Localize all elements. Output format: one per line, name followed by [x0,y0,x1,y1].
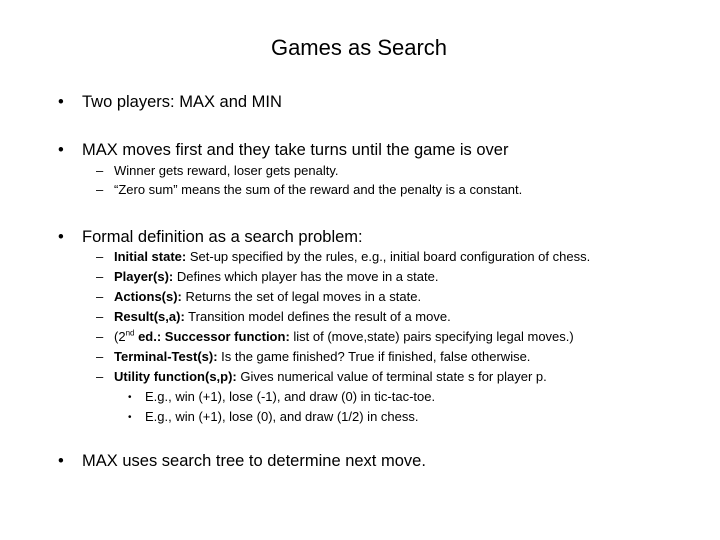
bullet-dot-icon: • [58,452,64,470]
dash-icon: – [96,269,104,284]
dash-icon: – [96,369,104,384]
sub-item-initial-state [0,249,720,269]
term-description: Returns the set of legal moves in a state. [181,289,422,304]
term-label: ed.: Successor function: [134,329,290,344]
term-description: Defines which player has the move in a state. [173,269,439,284]
sub-item-text: “Zero sum” means the sum of the reward and the penalty is a constant. [114,182,523,197]
dash-icon: – [96,289,104,304]
bullet-dot-icon: • [58,93,64,111]
sub-item-terminal-test [0,349,720,369]
dash-icon: – [96,329,104,344]
bullet-item-search-tree [0,451,720,471]
term-label: Result(s,a): [114,309,185,324]
term-description: list of (move,state) pairs specifying legal moves.) [289,329,574,344]
sub-sub-item-tic-tac-toe [0,389,720,409]
slide-title: Games as Search [270,35,448,60]
dash-icon: – [96,163,104,178]
dash-icon: – [96,309,104,324]
dash-icon: – [96,182,104,197]
term-description: Gives numerical value of terminal state s for player p. [236,369,547,384]
edition-prefix: (2 [114,329,126,344]
bullet-text: MAX uses search tree to determine next move. [82,452,426,470]
small-bullet-icon: • [128,392,132,403]
term-description: Transition model defines the result of a move. [184,309,451,324]
sub-item-text: Winner gets reward, loser gets penalty. [114,163,339,178]
dash-icon: – [96,349,104,364]
term-label: Terminal-Test(s): [114,349,218,364]
bullet-text: Formal definition as a search problem: [82,228,363,246]
term-label: Player(s): [114,269,174,284]
term-label: Utility function(s,p): [114,369,237,384]
sub-item-result [0,309,720,329]
bullet-item-formal-definition [0,227,720,247]
sub-sub-item-chess [0,409,720,429]
sub-item-player [0,269,720,289]
bullet-item-turns [0,140,720,160]
sub-item-actions [0,289,720,309]
sub-sub-item-text: E.g., win (+1), lose (0), and draw (1/2) in chess. [145,409,419,424]
small-bullet-icon: • [128,412,132,423]
dash-icon: – [96,249,104,264]
term-label: Actions(s): [114,289,182,304]
sub-item-zero-sum [0,182,720,202]
bullet-item-players [0,92,720,112]
bullet-dot-icon: • [58,228,64,246]
sub-item-successor-function [0,329,720,349]
bullet-text: Two players: MAX and MIN [82,93,282,111]
term-label: Initial state: [114,249,187,264]
term-description: Is the game finished? True if finished, false otherwise. [217,349,531,364]
term-description: Set-up specified by the rules, e.g., initial board configuration of chess. [186,249,591,264]
edition-superscript: nd [125,328,135,338]
sub-item-reward [0,163,720,183]
sub-item-utility-function [0,369,720,389]
bullet-dot-icon: • [58,141,64,159]
bullet-text: MAX moves first and they take turns until the game is over [82,141,509,159]
sub-sub-item-text: E.g., win (+1), lose (-1), and draw (0) in tic-tac-toe. [145,389,436,404]
